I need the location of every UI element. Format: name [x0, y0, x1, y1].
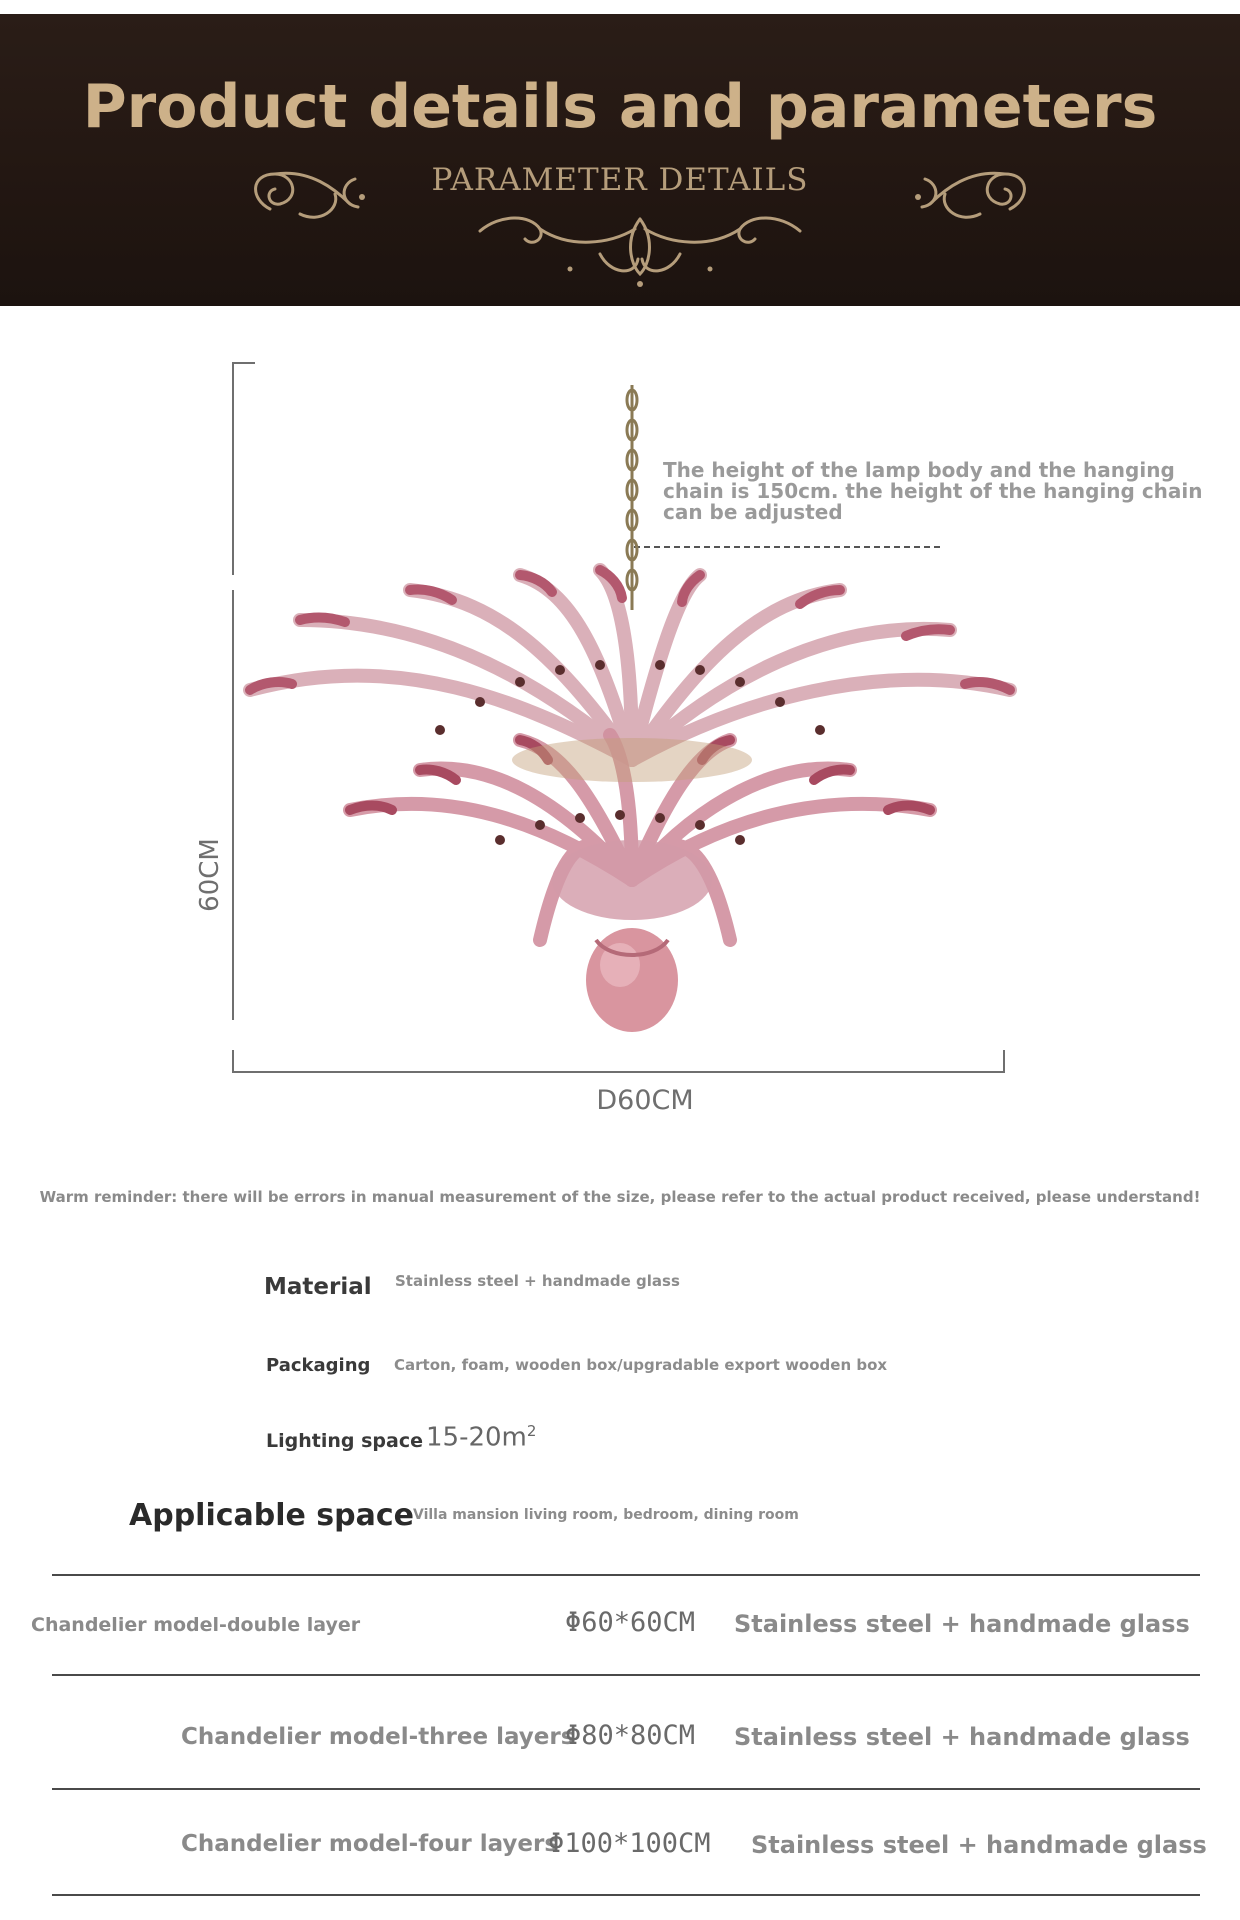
- lighting-space-label: Lighting space: [266, 1430, 423, 1452]
- width-dimension-label: D60CM: [596, 1085, 694, 1116]
- height-dimension-label: 60CM: [195, 838, 225, 912]
- model-row-3-name: Chandelier model-four layers: [181, 1831, 559, 1857]
- chain-height-note: The height of the lamp body and the hanging chain is 150cm. the height of the hanging chain can be adjusted: [663, 458, 1203, 524]
- model-row-2-material: Stainless steel + handmade glass: [734, 1723, 1190, 1751]
- packaging-value: Carton, foam, wooden box/upgradable export wooden box: [394, 1356, 888, 1374]
- model-row-3-material: Stainless steel + handmade glass: [751, 1831, 1207, 1859]
- chandelier-image: [0, 320, 1240, 1140]
- model-row-2-size: Φ80*80CM: [565, 1720, 696, 1751]
- page-title: Product details and parameters: [82, 72, 1158, 142]
- material-label: Material: [264, 1274, 372, 1300]
- product-dimension-figure: [0, 320, 1240, 1140]
- applicable-space-label: Applicable space: [129, 1498, 415, 1533]
- applicable-space-value: Villa mansion living room, bedroom, dining room: [413, 1507, 799, 1523]
- model-row-1-name: Chandelier model-double layer: [31, 1614, 361, 1636]
- page-subtitle: PARAMETER DETAILS: [431, 162, 809, 198]
- table-divider: [52, 1674, 1200, 1676]
- model-row-1-size: Φ60*60CM: [565, 1607, 696, 1638]
- header-banner: [0, 14, 1240, 306]
- packaging-label: Packaging: [266, 1355, 371, 1376]
- model-row-3-size: Φ100*100CM: [548, 1828, 711, 1859]
- ornament-flourish-icon: [240, 159, 1040, 289]
- table-divider: [52, 1574, 1200, 1576]
- model-row-1-material: Stainless steel + handmade glass: [734, 1610, 1190, 1638]
- material-value: Stainless steel + handmade glass: [395, 1272, 680, 1290]
- lighting-space-value: $15-20m^2$: [426, 1422, 537, 1453]
- table-divider: [52, 1788, 1200, 1790]
- model-row-2-name: Chandelier model-three layers: [181, 1724, 575, 1750]
- table-divider: [52, 1894, 1200, 1896]
- measurement-reminder: Warm reminder: there will be errors in manual measurement of the size, please refer to the actual product received, please understand!: [39, 1188, 1201, 1206]
